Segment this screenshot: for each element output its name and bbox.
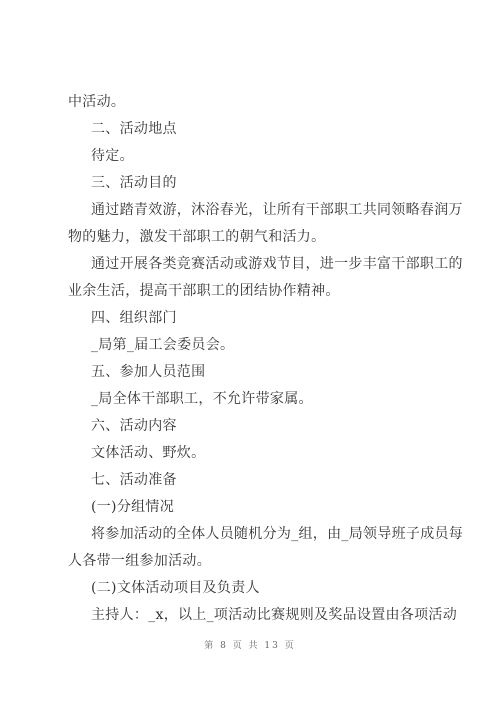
text-line: 将参加活动的全体人员随机分为_组，由_局领导班子成员每: [91, 526, 464, 542]
subsection-heading: (一)分组情况: [91, 499, 175, 515]
text-line: _局全体干部职工，不允许带家属。: [91, 391, 313, 407]
section-heading: 五、参加人员范围: [91, 364, 206, 380]
text-line: 人各带一组参加活动。: [68, 553, 211, 569]
section-heading: 二、活动地点: [91, 121, 177, 137]
text-line: 中活动。: [68, 94, 126, 110]
text-line: _局第_届工会委员会。: [91, 337, 235, 353]
section-heading: 四、组织部门: [91, 310, 177, 326]
subsection-heading: (二)文体活动项目及负责人: [91, 580, 260, 596]
text-line: 文体活动、野炊。: [91, 445, 206, 461]
text-line: 通过开展各类竞赛活动或游戏节目，进一步丰富干部职工的: [91, 256, 463, 272]
section-heading: 六、活动内容: [91, 418, 177, 434]
section-heading: 七、活动准备: [91, 472, 177, 488]
text-line: 通过踏青效游，沐浴春光，让所有干部职工共同领略春润万: [91, 202, 463, 218]
page-footer: 第 8 页 共 13 页: [204, 641, 296, 651]
text-line: 待定。: [91, 148, 134, 164]
section-heading: 三、活动目的: [91, 175, 177, 191]
text-line: 业余生活，提高干部职工的团结协作精神。: [68, 283, 340, 299]
text-line: 物的魅力，激发干部职工的朝气和活力。: [68, 229, 326, 245]
text-line: 主持人：_x，以上_项活动比赛规则及奖品设置由各项活动: [91, 607, 457, 623]
